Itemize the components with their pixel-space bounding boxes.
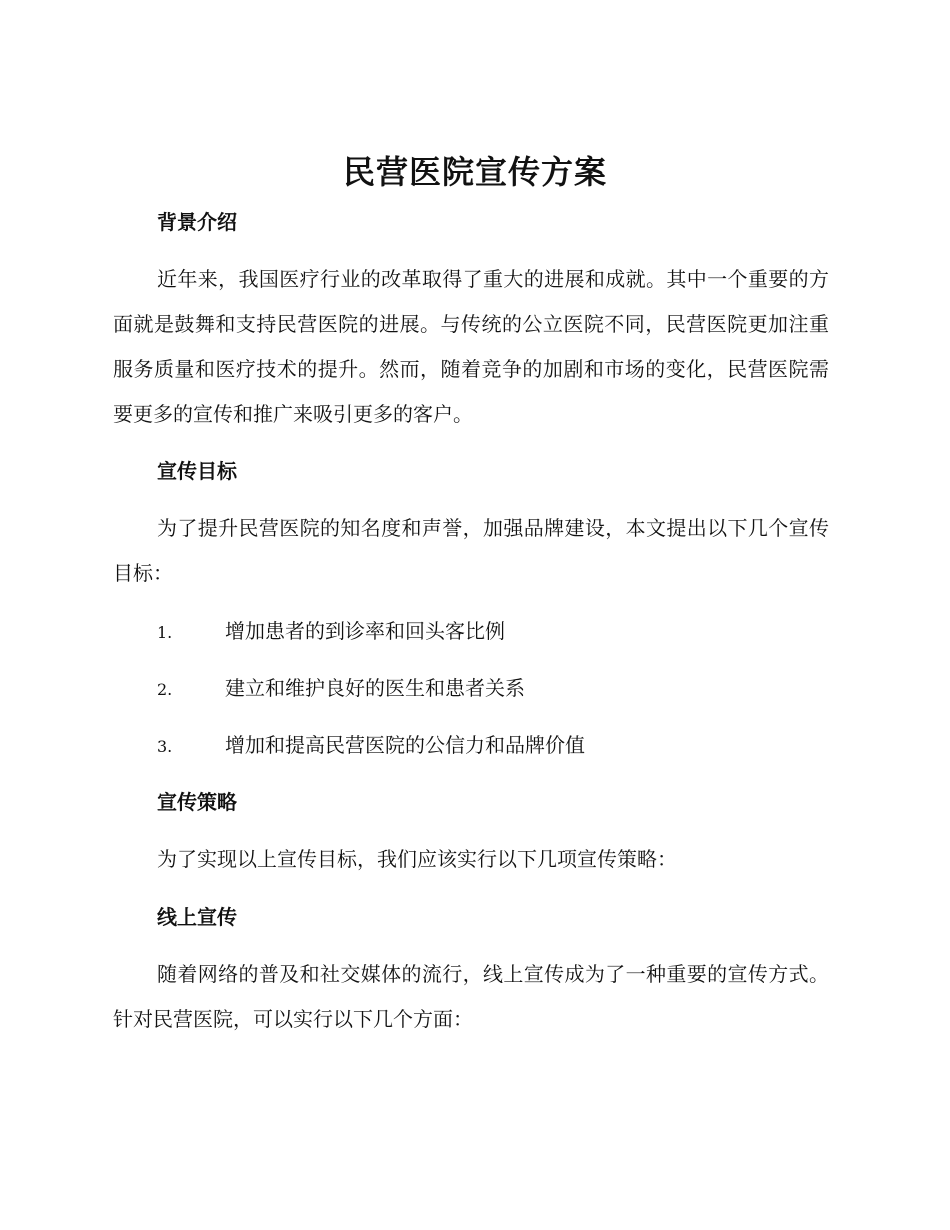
paragraph-background: 近年来，我国医疗行业的改革取得了重大的进展和成就。其中一个重要的方面就是鼓舞和支持民营医院的进展。与传统的公立医院不同，民营医院更加注重服务质量和医疗技术的提升。然而，随着竞争的加剧和市场的变化，民营医院需要更多的宣传和推广来吸引更多的客户。	[113, 267, 829, 426]
paragraph-online: 随着网络的普及和社交媒体的流行，线上宣传成为了一种重要的宣传方式。 针对民营医院，可以实行以下几个方面：	[113, 962, 829, 1031]
heading-goals: 宣传目标	[157, 459, 237, 483]
list-item-number: 1.	[157, 623, 173, 642]
heading-strategy: 宣传策略	[157, 790, 237, 814]
paragraph-strategy: 为了实现以上宣传目标，我们应该实行以下几项宣传策略：	[157, 847, 677, 871]
list-item-number: 2.	[157, 680, 173, 699]
list-item	[157, 673, 525, 703]
list-item-text: 建立和维护良好的医生和患者关系	[225, 676, 525, 700]
list-item-text: 增加和提高民营医院的公信力和品牌价值	[225, 733, 585, 757]
heading-online: 线上宣传	[157, 905, 237, 929]
heading-background: 背景介绍	[157, 210, 237, 234]
paragraph-goals: 为了提升民营医院的知名度和声誉，加强品牌建设，本文提出以下几个宣传目标：	[113, 516, 829, 585]
list-item-number: 3.	[157, 737, 173, 756]
document-title: 民营医院宣传方案	[342, 153, 607, 191]
list-item	[157, 730, 585, 760]
list-item	[157, 616, 505, 646]
list-item-text: 增加患者的到诊率和回头客比例	[225, 619, 505, 643]
